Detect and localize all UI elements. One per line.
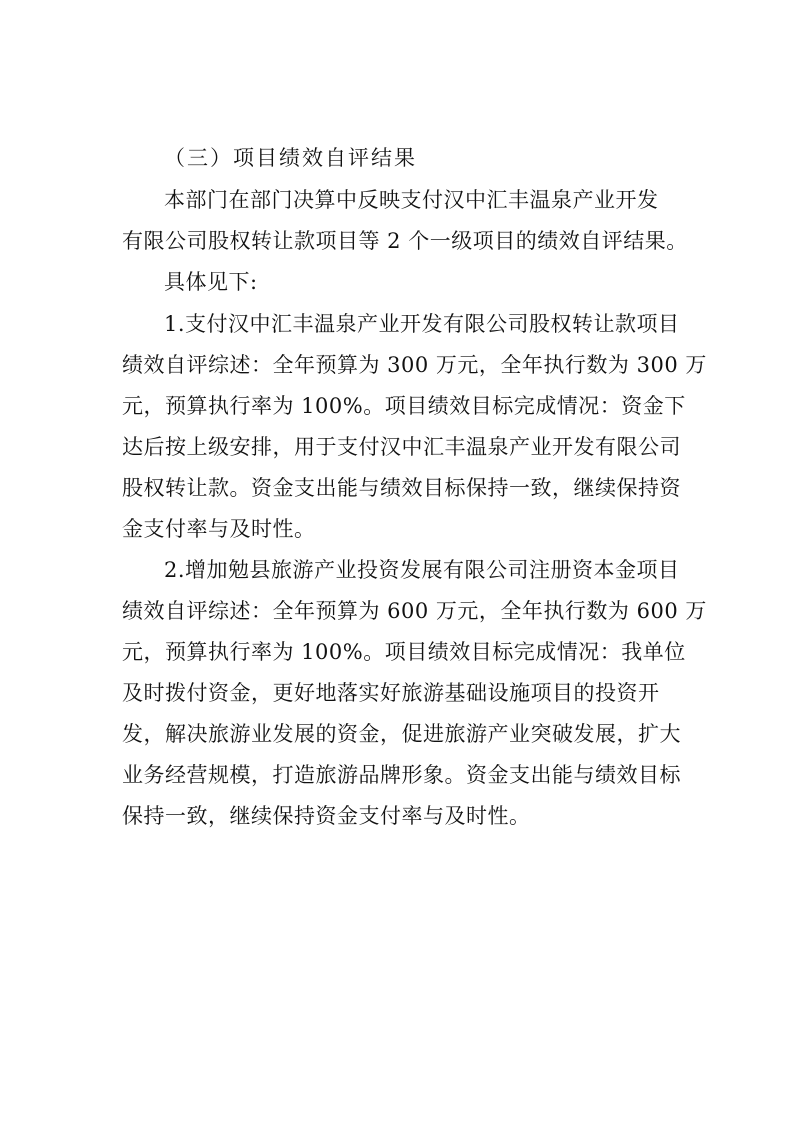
item2-line-4: 及时拨付资金，更好地落实好旅游基础设施项目的投资开 [122,681,660,705]
section-heading: （三）项目绩效自评结果 [164,146,417,170]
intro-line-3: 具体见下: [164,270,258,294]
item1-line-2: 绩效自评综述：全年预算为 300 万元，全年执行数为 300 万 [122,353,707,377]
item1-line-1: 1.支付汉中汇丰温泉产业开发有限公司股权转让款项目 [164,312,680,336]
item1-line-6: 金支付率与及时性。 [122,517,316,541]
intro-line-2: 有限公司股权转让款项目等 2 个一级项目的绩效自评结果。 [122,229,688,253]
item2-line-6: 业务经营规模，打造旅游品牌形象。资金支出能与绩效目标 [122,763,681,787]
item2-line-5: 发，解决旅游业发展的资金，促进旅游产业突破发展，扩大 [122,722,681,746]
intro-line-1: 本部门在部门决算中反映支付汉中汇丰温泉产业开发 [164,188,659,212]
item1-line-3: 元，预算执行率为 100%。项目绩效目标完成情况：资金下 [122,394,686,418]
item2-line-2: 绩效自评综述：全年预算为 600 万元，全年执行数为 600 万 [122,599,707,623]
item2-line-3: 元，预算执行率为 100%。项目绩效目标完成情况：我单位 [122,640,686,664]
item2-line-7: 保持一致，继续保持资金支付率与及时性。 [122,804,531,828]
item1-line-5: 股权转让款。资金支出能与绩效目标保持一致，继续保持资 [122,476,681,500]
item1-line-4: 达后按上级安排，用于支付汉中汇丰温泉产业开发有限公司 [122,435,681,459]
item2-line-1: 2.增加勉县旅游产业投资发展有限公司注册资本金项目 [164,558,680,582]
